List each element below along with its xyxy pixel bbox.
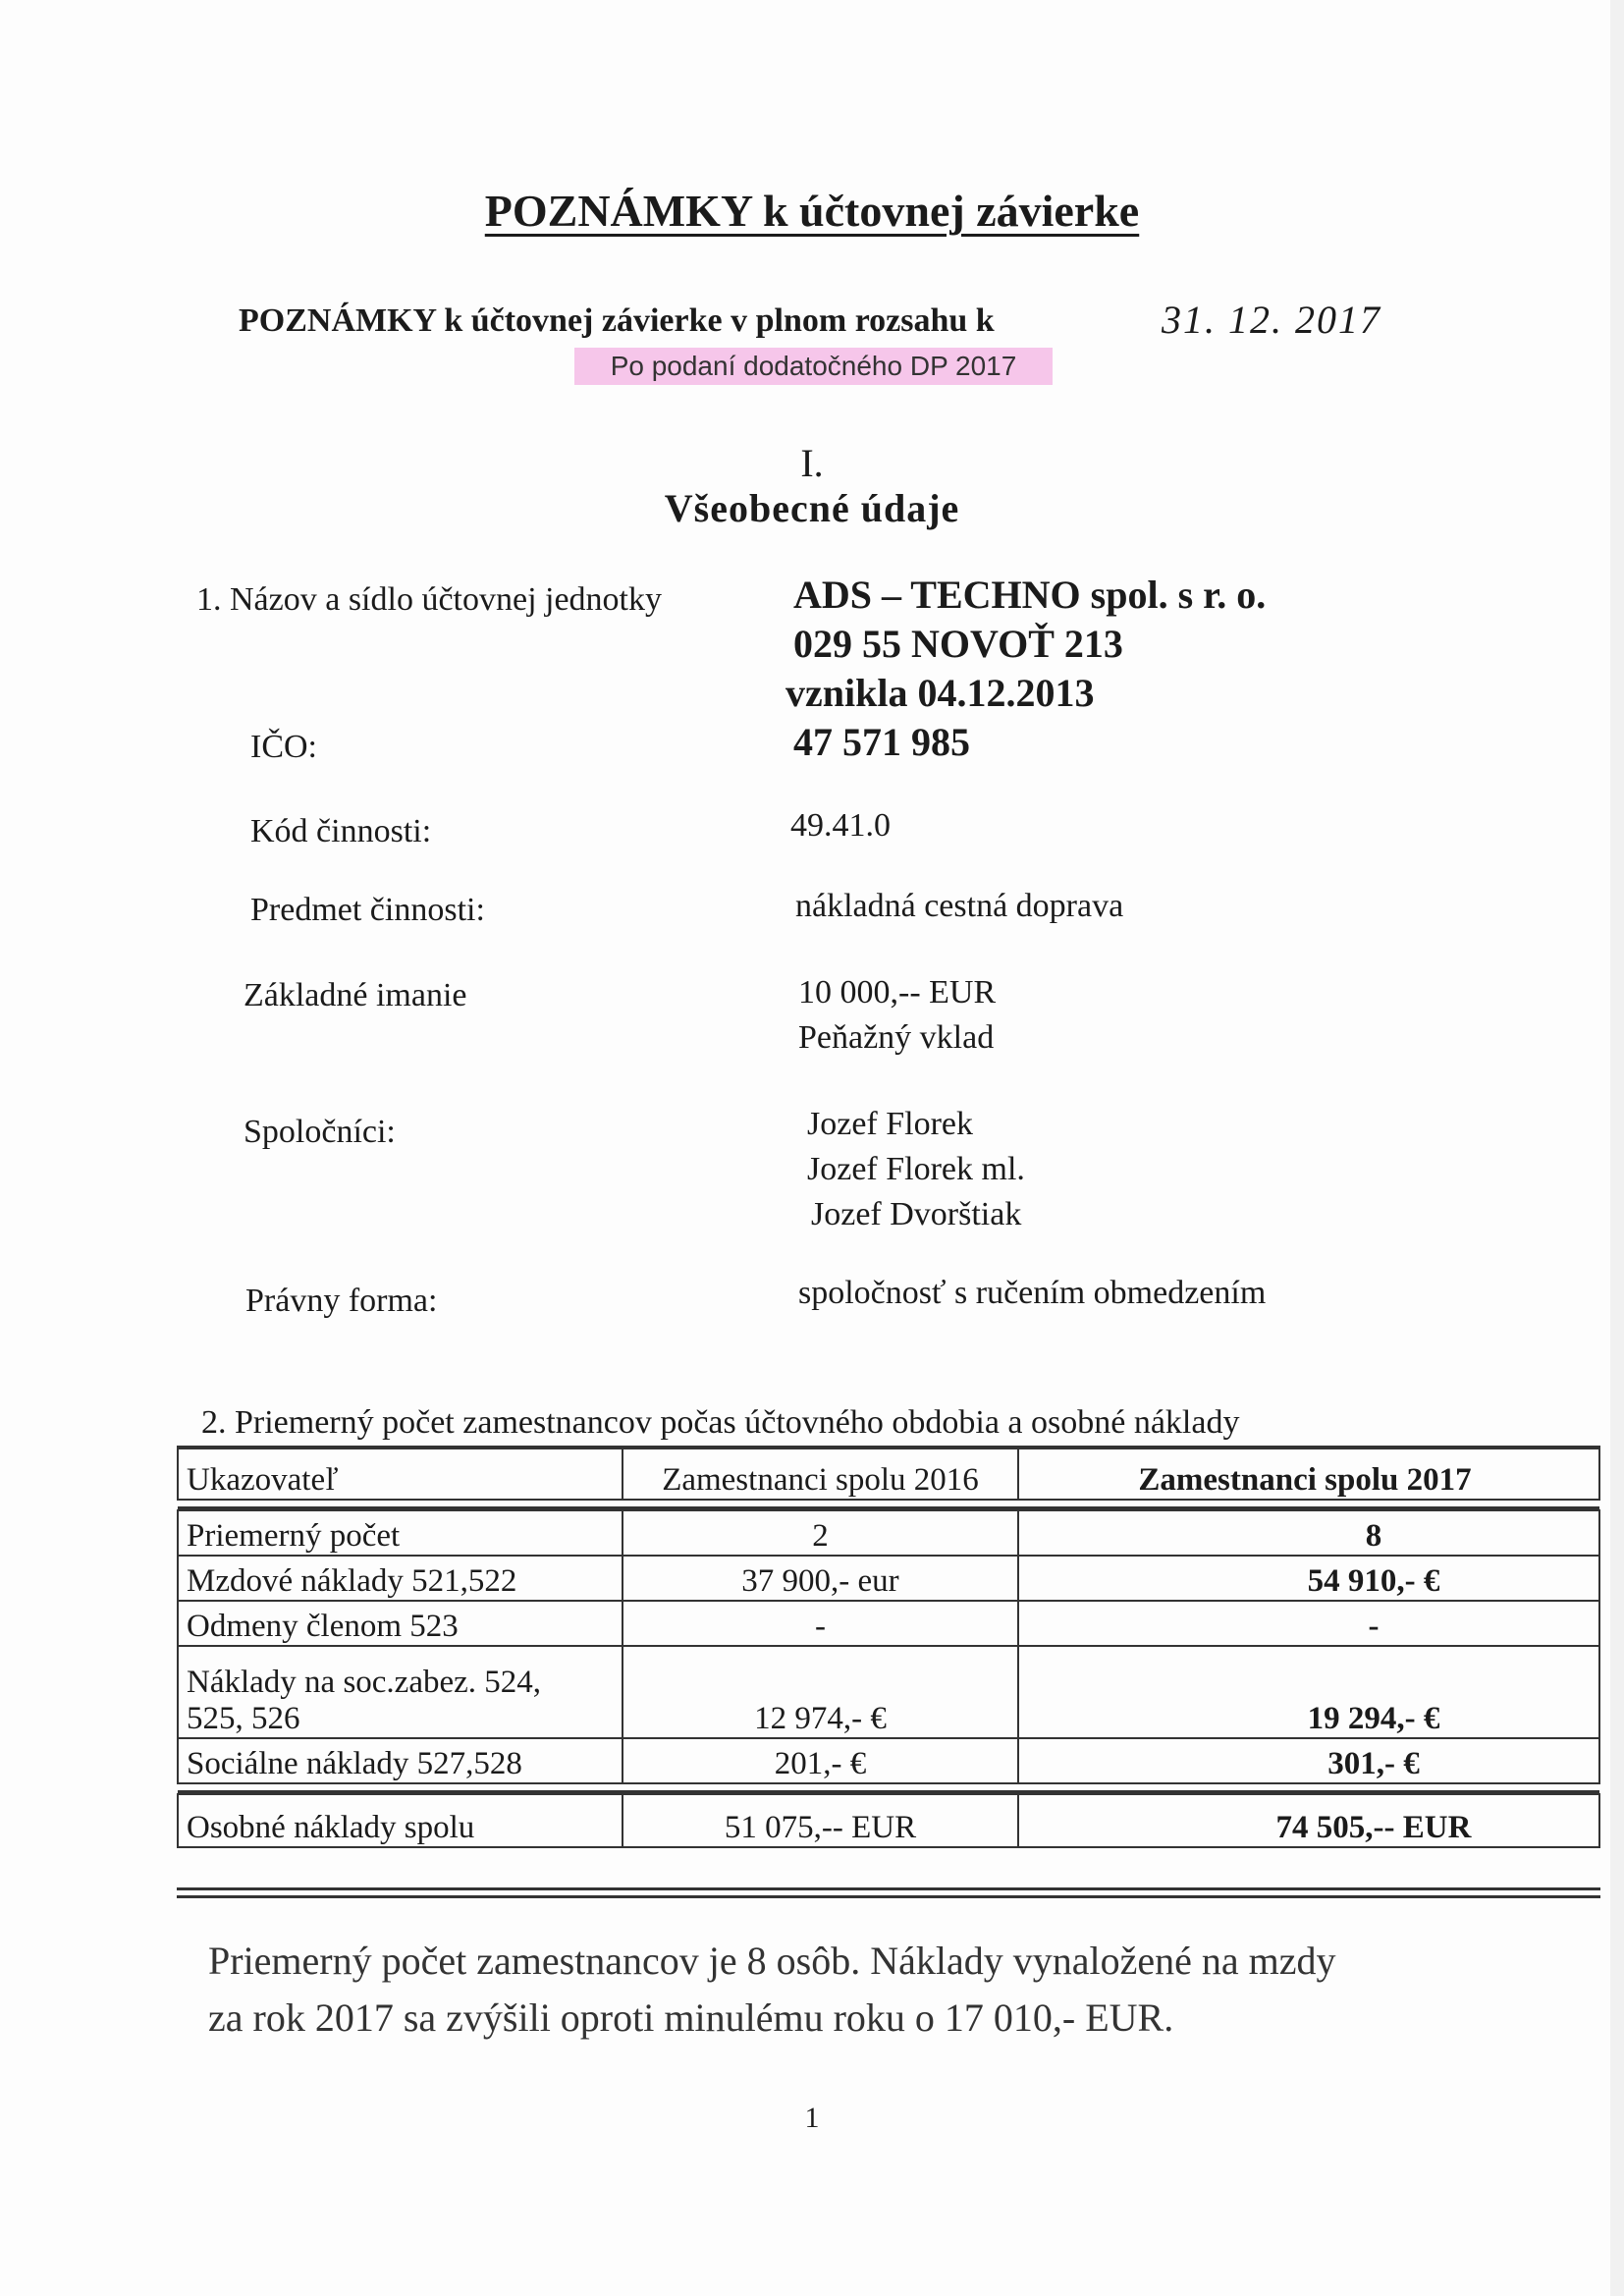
company-founded: vznikla 04.12.2013	[785, 671, 1095, 715]
row-label-line1: Náklady na soc.zabez. 524,	[187, 1665, 542, 1700]
partner-1: Jozef Florek	[807, 1106, 974, 1142]
table-row	[178, 1601, 1599, 1646]
legal-form-label: Právny forma:	[245, 1283, 438, 1319]
document-subtitle: POZNÁMKY k účtovnej závierke v plnom rozsahu k	[239, 302, 995, 339]
row-2017: 19 294,- €	[1018, 1646, 1599, 1738]
table-header-row	[178, 1449, 1599, 1500]
row-label: Odmeny členom 523	[178, 1601, 623, 1646]
table-total-row	[178, 1794, 1599, 1847]
header-2017: Zamestnanci spolu 2017	[1018, 1449, 1599, 1500]
section-number: I.	[800, 441, 824, 485]
page-number: 1	[804, 2102, 820, 2134]
activity-code-value: 49.41.0	[790, 807, 891, 844]
row-2017: -	[1018, 1601, 1599, 1646]
partner-2: Jozef Florek ml.	[807, 1151, 1025, 1187]
row-2016: 37 900,- eur	[623, 1556, 1018, 1601]
activity-code-label: Kód činnosti:	[250, 813, 432, 849]
total-label: Osobné náklady spolu	[178, 1794, 623, 1847]
table-row	[178, 1646, 1599, 1738]
table-bottom-rule	[177, 1887, 1600, 1903]
table-row	[178, 1738, 1599, 1783]
company-name: ADS – TECHNO spol. s r. o.	[793, 573, 1267, 617]
legal-form-value: spoločnosť s ručením obmedzením	[798, 1275, 1267, 1311]
row-2017: 301,- €	[1018, 1738, 1599, 1783]
table-row	[178, 1556, 1599, 1601]
row-2016: 201,- €	[623, 1738, 1018, 1783]
header-indicator: Ukazovateľ	[178, 1449, 623, 1500]
capital-value: 10 000,-- EUR	[798, 974, 997, 1011]
page-edge	[1610, 0, 1624, 2296]
row-label	[178, 1646, 623, 1738]
capital-type: Peňažný vklad	[798, 1019, 995, 1056]
closing-date: 31. 12. 2017	[1162, 298, 1381, 342]
total-2017: 74 505,-- EUR	[1018, 1794, 1599, 1847]
ico-value: 47 571 985	[793, 720, 970, 764]
row-label: Mzdové náklady 521,522	[178, 1556, 623, 1601]
activity-value: nákladná cestná doprava	[795, 888, 1124, 924]
summary-line-1: Priemerný počet zamestnancov je 8 osôb. Náklady vynaložené na mzdy	[208, 1939, 1336, 1983]
row-2016: 12 974,- €	[623, 1646, 1018, 1738]
section-title: Všeobecné údaje	[664, 486, 960, 530]
total-2016: 51 075,-- EUR	[623, 1794, 1018, 1847]
table-row	[178, 1510, 1599, 1556]
table-separator	[178, 1783, 1599, 1794]
header-2016: Zamestnanci spolu 2016	[623, 1449, 1018, 1500]
row-2016: 2	[623, 1510, 1018, 1556]
row-label: Priemerný počet	[178, 1510, 623, 1556]
company-address: 029 55 NOVOŤ 213	[793, 622, 1123, 666]
row-2016: -	[623, 1601, 1018, 1646]
row-label-line2: 525, 526	[187, 1701, 300, 1736]
employees-table	[177, 1448, 1600, 1848]
table-separator	[178, 1500, 1599, 1510]
partner-3: Jozef Dvorštiak	[811, 1196, 1022, 1232]
partners-label: Spoločníci:	[244, 1114, 396, 1150]
activity-label: Predmet činnosti:	[250, 892, 485, 928]
section2-heading: 2. Priemerný počet zamestnancov počas účtovného obdobia a osobné náklady	[201, 1404, 1240, 1441]
row-label: Sociálne náklady 527,528	[178, 1738, 623, 1783]
ico-label: IČO:	[250, 729, 317, 765]
highlight-note: Po podaní dodatočného DP 2017	[574, 348, 1053, 385]
item1-label: 1. Názov a sídlo účtovnej jednotky	[196, 581, 663, 618]
row-2017: 8	[1018, 1510, 1599, 1556]
document-title: POZNÁMKY k účtovnej závierke	[484, 186, 1140, 236]
row-2017: 54 910,- €	[1018, 1556, 1599, 1601]
summary-line-2: za rok 2017 sa zvýšili oproti minulému roku o 17 010,- EUR.	[208, 1995, 1174, 2040]
capital-label: Základné imanie	[244, 977, 467, 1013]
